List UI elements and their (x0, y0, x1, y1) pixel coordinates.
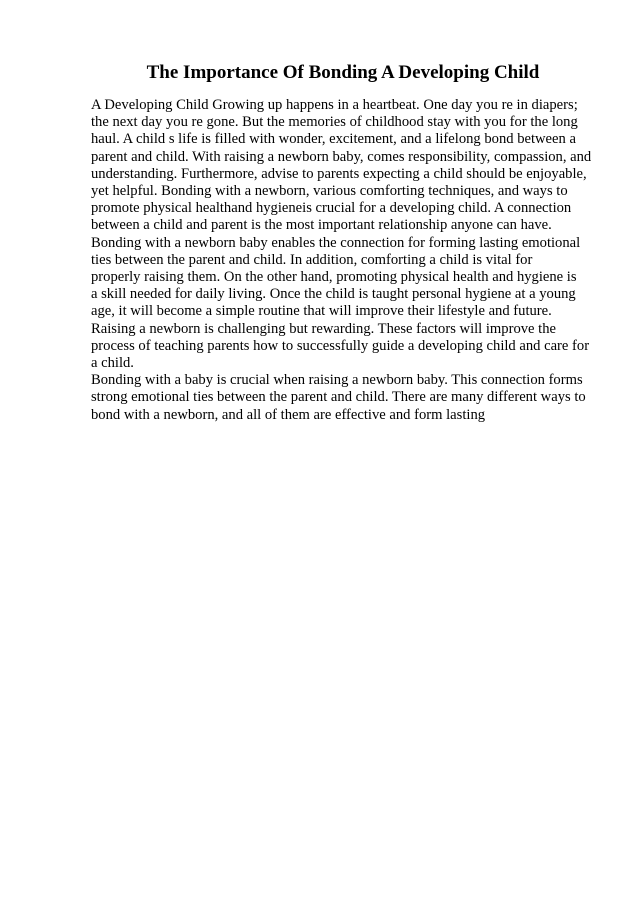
body-line: A Developing Child Growing up happens in a heartbeat. One day you re in diapers; (91, 97, 578, 113)
body-line: process of teaching parents how to successfully guide a developing child and care for (91, 337, 590, 354)
body-line: a skill needed for daily living. Once the child is taught personal hygiene at a young (91, 286, 576, 303)
body-line: the next day you re gone. But the memories of childhood stay with you for the long (91, 114, 578, 131)
body-line: between a child and parent is the most important relationship anyone can have. (91, 217, 552, 234)
body-line: parent and child. With raising a newborn baby, comes responsibility, compassion, and (91, 148, 592, 165)
body-line: ties between the parent and child. In addition, comforting a child is vital for (91, 251, 533, 268)
body-line: age, it will become a simple routine that will improve their lifestyle and future. (91, 303, 552, 320)
document-title: The Importance Of Bonding A Developing Child (146, 62, 540, 83)
body-line: Bonding with a newborn baby enables the connection for forming lasting emotional (91, 234, 581, 251)
body-line: properly raising them. On the other hand, promoting physical health and hygiene is (91, 269, 577, 286)
body-line: a child. (91, 355, 134, 372)
body-line: promote physical healthand hygieneis crucial for a developing child. A connection (91, 200, 572, 217)
body-line: Raising a newborn is challenging but rewarding. These factors will improve the (91, 320, 556, 337)
body-line: bond with a newborn, and all of them are effective and form lasting (91, 406, 486, 423)
body-line: yet helpful. Bonding with a newborn, various comforting techniques, and ways to (91, 183, 568, 200)
document-body (91, 97, 601, 424)
body-line: haul. A child s life is filled with wonder, excitement, and a lifelong bond between a (91, 131, 576, 148)
body-line: Bonding with a baby is crucial when raising a newborn baby. This connection forms (91, 372, 583, 389)
body-line: strong emotional ties between the parent and child. There are many different ways to (91, 389, 586, 406)
body-line: understanding. Furthermore, advise to parents expecting a child should be enjoyable, (91, 165, 587, 182)
